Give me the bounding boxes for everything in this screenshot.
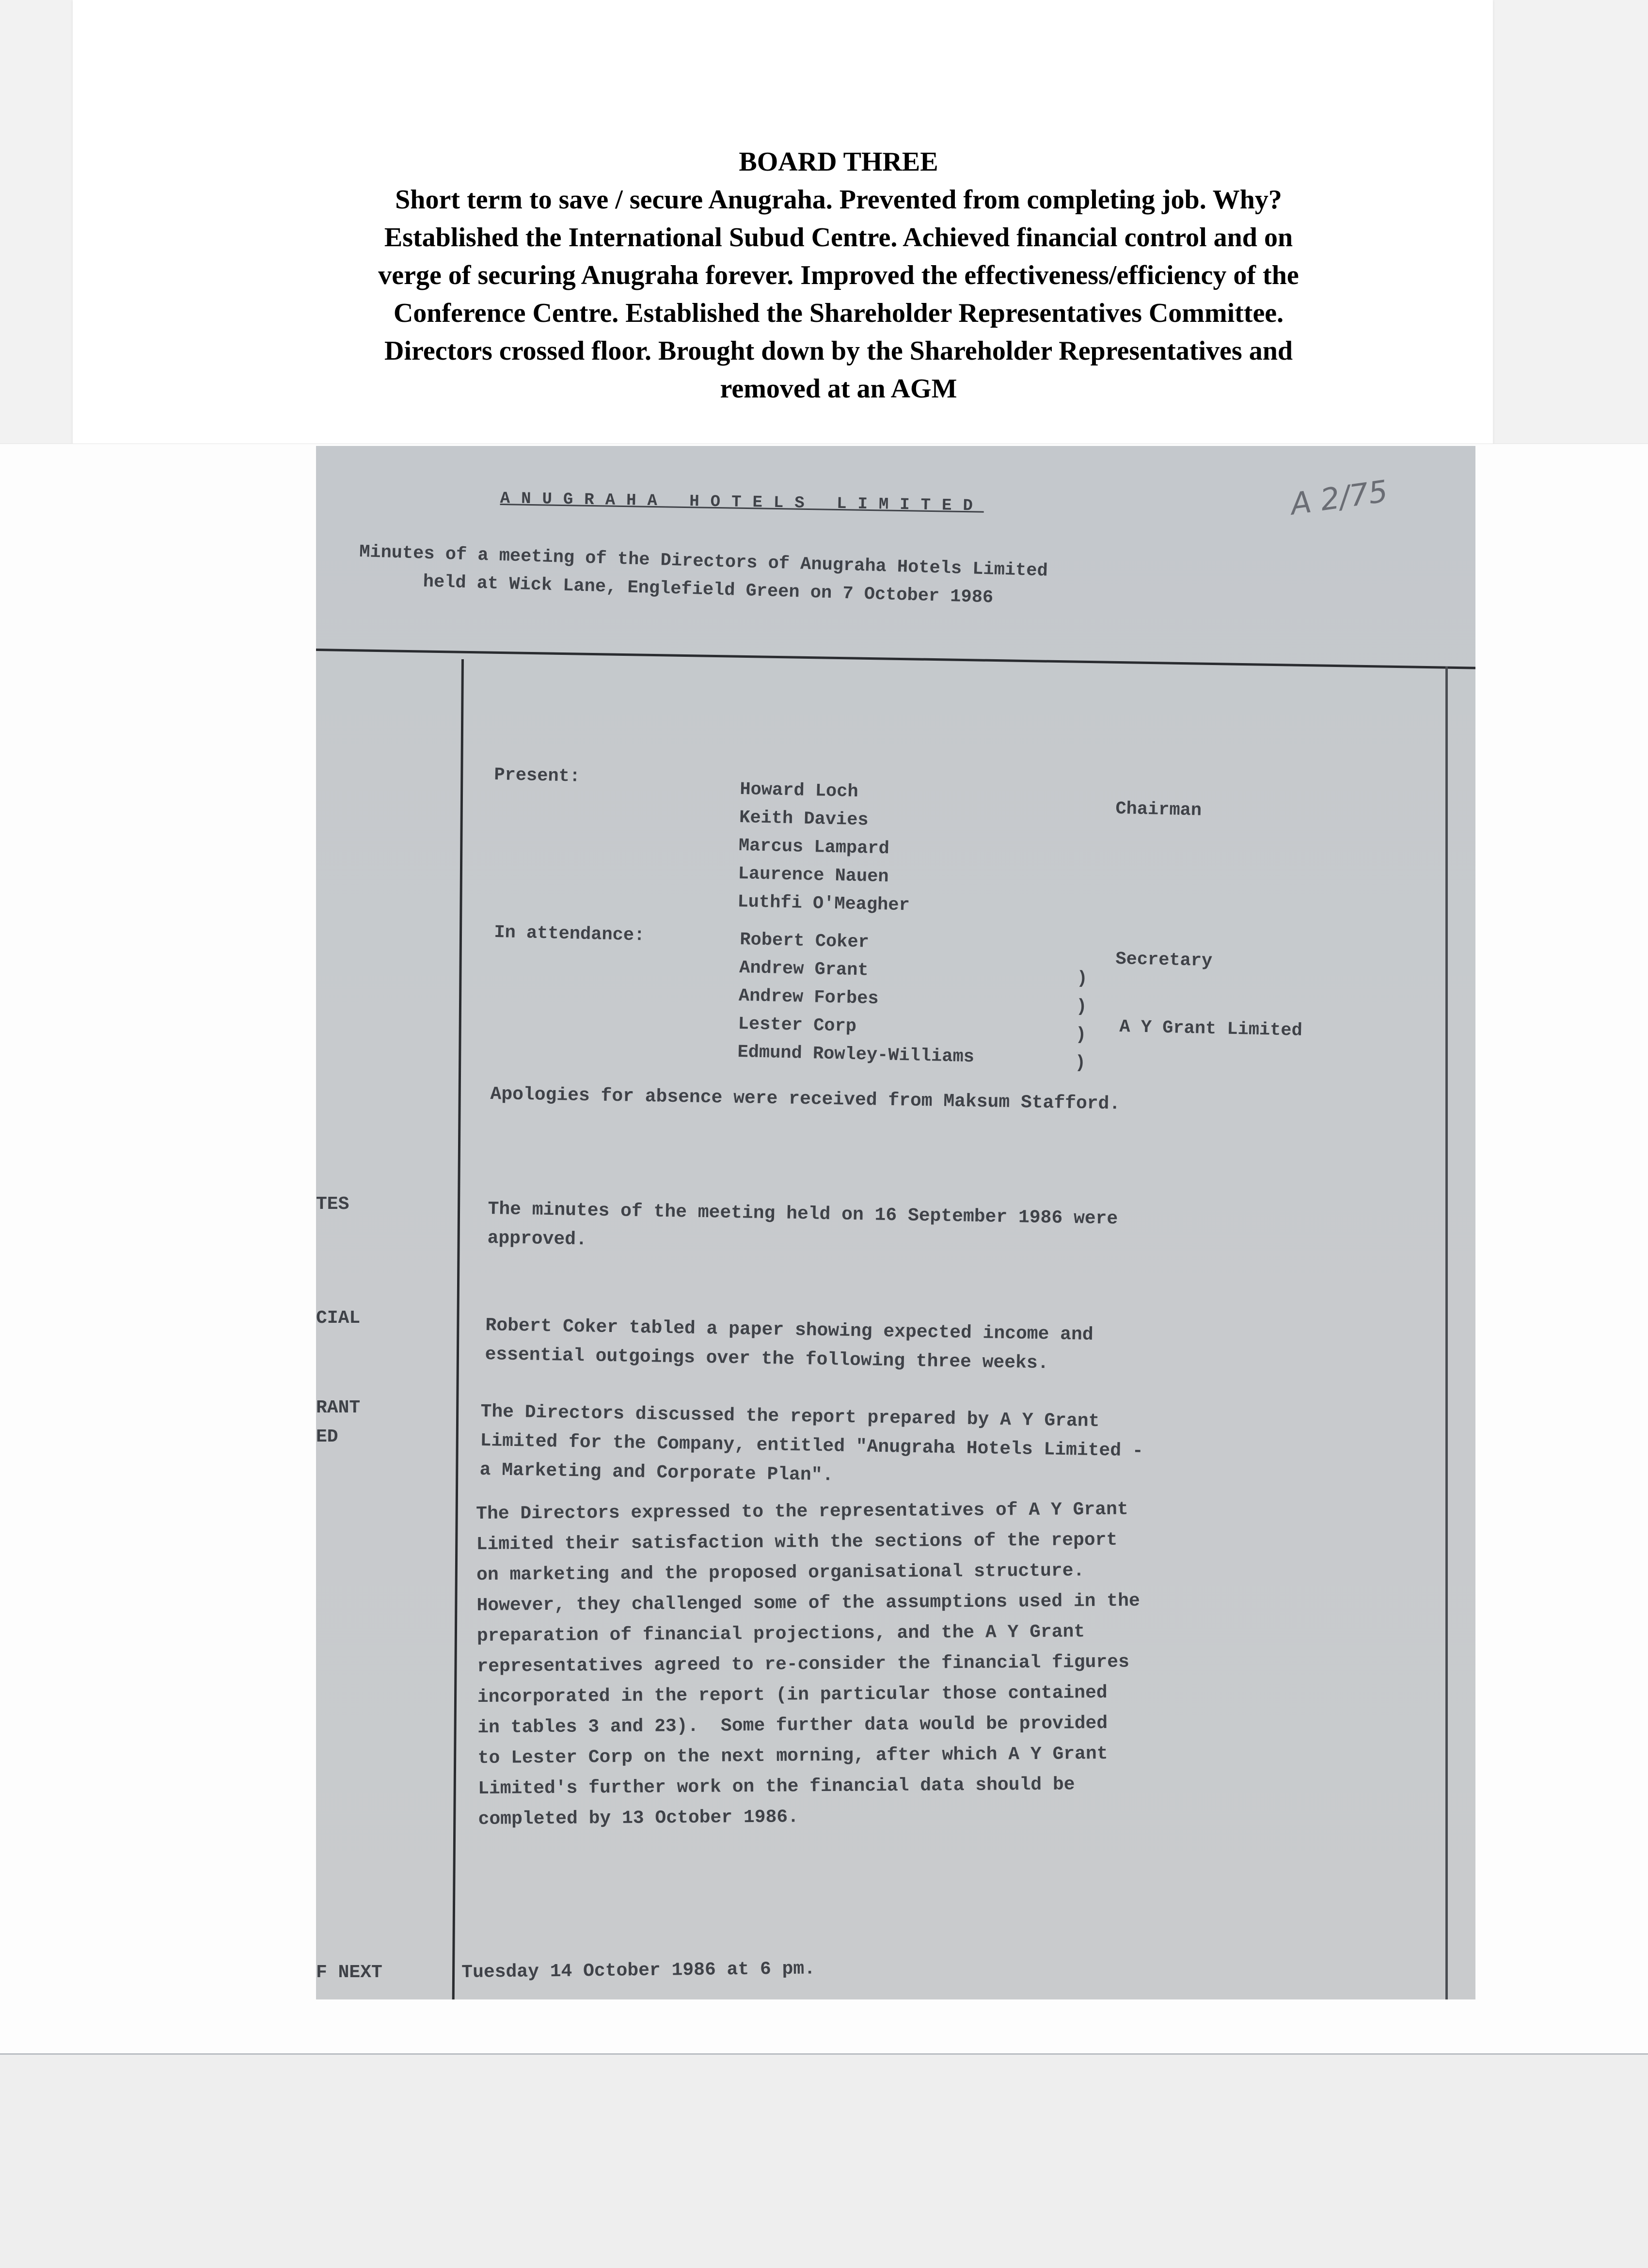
text-line: to Lester Corp on the next morning, after which A Y Grant <box>477 1743 1108 1769</box>
margin-rule <box>452 659 464 1999</box>
attendance-name: Robert Coker <box>739 929 870 953</box>
subtitle-line: held at Wick Lane, Englefield Green on 7 October 1986 <box>423 571 994 608</box>
margin-line: RANT <box>316 1397 361 1418</box>
report-paragraph-2 <box>476 1494 1141 1835</box>
bracket: ) <box>1075 1052 1086 1074</box>
apologies-text: Apologies for absence were received from Maksum Stafford. <box>490 1083 1121 1115</box>
board-note-title: BOARD THREE <box>739 147 938 177</box>
chairman-role: Chairman <box>1115 798 1202 821</box>
text-line: on marketing and the proposed organisational structure. <box>476 1560 1085 1586</box>
text-line: The minutes of the meeting held on 16 September 1986 were <box>488 1198 1118 1230</box>
grant-role: A Y Grant Limited <box>1119 1016 1303 1041</box>
text-line: representatives agreed to re-consider the financial figures <box>477 1651 1129 1677</box>
present-label: Present: <box>493 764 581 787</box>
text-line: Limited's further work on the financial data should be <box>478 1774 1075 1799</box>
secretary-role: Secretary <box>1115 949 1213 972</box>
bracket: ) <box>1075 1024 1087 1046</box>
text-line: a Marketing and Corporate Plan". <box>479 1459 834 1486</box>
present-list <box>737 776 912 920</box>
attendance-label: In attendance: <box>493 922 645 946</box>
handwritten-reference: A 2/75 <box>1288 473 1390 522</box>
text-line: approved. <box>487 1227 587 1251</box>
meeting-subtitle <box>358 538 1048 614</box>
board-note-line: removed at an AGM <box>720 374 957 404</box>
present-name: Marcus Lampard <box>738 835 890 859</box>
board-note-line: verge of securing Anugraha forever. Improved the effectiveness/efficiency of the <box>378 260 1299 290</box>
right-rule <box>1445 666 1448 1999</box>
present-name: Luthfi O'Meagher <box>737 891 910 916</box>
margin-label-grant <box>316 1394 360 1452</box>
minutes-paragraph <box>487 1195 1118 1263</box>
company-title: ANUGRAHA HOTELS LIMITED <box>500 490 984 516</box>
present-name: Laurence Nauen <box>738 863 889 888</box>
attendance-name: Lester Corp <box>738 1014 857 1037</box>
board-note-line: Conference Centre. Established the Shareholder Representatives Committee. <box>393 298 1284 328</box>
bracket: ) <box>1076 996 1087 1017</box>
text-line: Robert Coker tabled a paper showing expected income and <box>485 1315 1093 1346</box>
text-line: The Directors discussed the report prepared by A Y Grant <box>480 1401 1100 1432</box>
text-line: However, they challenged some of the assumptions used in the <box>476 1590 1140 1616</box>
next-meeting-text: Tuesday 14 October 1986 at 6 pm. <box>461 1958 816 1983</box>
margin-label-minutes: TES <box>316 1194 349 1215</box>
text-line: completed by 13 October 1986. <box>478 1807 799 1830</box>
board-note-line: Short term to save / secure Anugraha. Prevented from completing job. Why? <box>395 185 1282 215</box>
bracket: ) <box>1076 968 1088 989</box>
text-line: Limited their satisfaction with the sections of the report <box>476 1529 1118 1555</box>
attendance-name: Andrew Forbes <box>738 985 879 1010</box>
attendance-name: Andrew Grant <box>739 957 869 981</box>
text-line: in tables 3 and 23). Some further data would be provided <box>477 1713 1108 1738</box>
text-line: essential outgoings over the following three weeks. <box>485 1344 1049 1374</box>
attendance-name: Edmund Rowley-Williams <box>737 1042 975 1068</box>
minutes-photo <box>316 446 1475 1999</box>
board-note-line: Established the International Subud Centre. Achieved financial control and on <box>384 222 1293 253</box>
text-line: Limited for the Company, entitled "Anugraha Hotels Limited - <box>480 1430 1143 1462</box>
margin-line: ED <box>316 1427 338 1447</box>
text-line: preparation of financial projections, and the A Y Grant <box>476 1621 1085 1647</box>
present-name: Howard Loch <box>739 779 859 803</box>
text-line: incorporated in the report (in particular those contained <box>477 1682 1108 1708</box>
grouping-brackets <box>1075 965 1088 1077</box>
margin-label-next: F NEXT <box>316 1962 382 1983</box>
present-name: Keith Davies <box>739 807 869 831</box>
attendance-list <box>737 926 977 1071</box>
financial-paragraph <box>485 1311 1093 1379</box>
subtitle-line: Minutes of a meeting of the Directors of Anugraha Hotels Limited <box>359 541 1048 582</box>
table-top-rule <box>316 649 1475 669</box>
board-note-line: Directors crossed floor. Brought down by the Shareholder Representatives and <box>384 336 1293 366</box>
background-bottom <box>0 2055 1648 2268</box>
margin-label-financial: CIAL <box>316 1308 361 1329</box>
board-note <box>160 143 1517 408</box>
text-line: The Directors expressed to the representatives of A Y Grant <box>476 1499 1128 1524</box>
report-paragraph-1 <box>479 1397 1144 1495</box>
